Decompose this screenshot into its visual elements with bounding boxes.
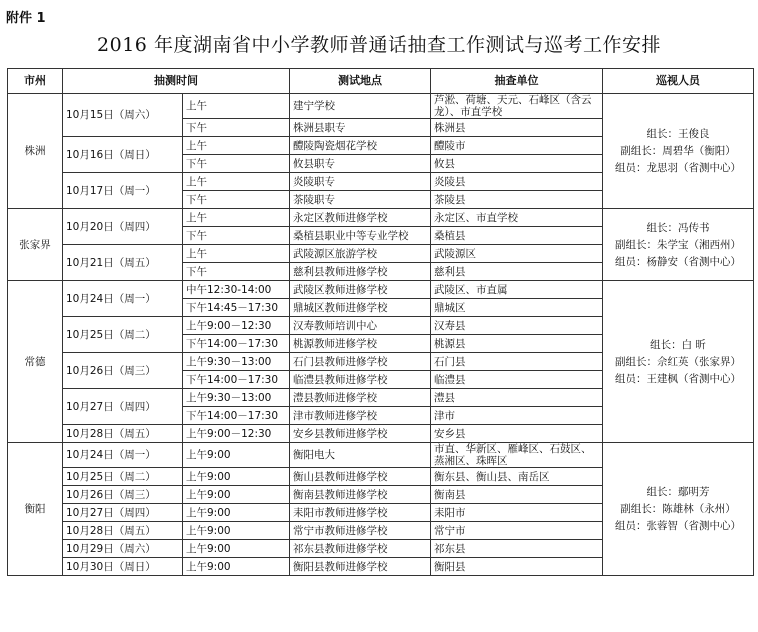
- header-inspectors: 巡视人员: [603, 69, 754, 94]
- unit-cell: 武陵区、市直属: [431, 281, 603, 299]
- location-cell: 桃源教师进修学校: [290, 335, 431, 353]
- table-row: [8, 443, 754, 468]
- time-cell: 上午9:00: [183, 540, 290, 558]
- inspectors-cell: [603, 443, 754, 576]
- time-cell: 上午9:00: [183, 522, 290, 540]
- time-cell: 下午14:00－17:30: [183, 371, 290, 389]
- location-cell: 津市教师进修学校: [290, 407, 431, 425]
- unit-cell: 永定区、市直学校: [431, 209, 603, 227]
- unit-cell: 祁东县: [431, 540, 603, 558]
- time-cell: 上午: [183, 245, 290, 263]
- date-cell: 10月28日（周五）: [63, 425, 183, 443]
- location-cell: 衡山县教师进修学校: [290, 468, 431, 486]
- header-city: 市州: [8, 69, 63, 94]
- inspector-entry: 组员：龙思羽（省测中心）: [615, 162, 741, 174]
- location-cell: 衡阳电大: [290, 443, 431, 468]
- unit-cell: 汉寿县: [431, 317, 603, 335]
- date-cell: 10月17日（周一）: [63, 173, 183, 209]
- inspector-entry: 副组长：陈雄林（永州）: [620, 503, 736, 515]
- unit-cell: 株洲县: [431, 119, 603, 137]
- location-cell: 炎陵职专: [290, 173, 431, 191]
- date-cell: 10月21日（周五）: [63, 245, 183, 281]
- time-cell: 上午9:00: [183, 443, 290, 468]
- date-cell: 10月24日（周一）: [63, 281, 183, 317]
- attachment-label: 附件 1: [6, 11, 46, 26]
- location-cell: 衡南县教师进修学校: [290, 486, 431, 504]
- inspector-entry: 副组长：佘红英（张家界）: [615, 355, 741, 368]
- location-cell: 鼎城区教师进修学校: [290, 299, 431, 317]
- inspector-entry: 组长：冯传书: [646, 221, 710, 234]
- time-cell: 上午9:30－13:00: [183, 389, 290, 407]
- unit-cell: 攸县: [431, 155, 603, 173]
- date-cell: 10月30日（周日）: [63, 558, 183, 576]
- city-cell: 张家界: [8, 209, 63, 281]
- unit-cell: 临澧县: [431, 371, 603, 389]
- location-cell: 澧县教师进修学校: [290, 389, 431, 407]
- date-cell: 10月26日（周三）: [63, 353, 183, 389]
- time-cell: 下午: [183, 119, 290, 137]
- city-cell: 株洲: [8, 94, 63, 209]
- unit-cell: 鼎城区: [431, 299, 603, 317]
- unit-cell: 武陵源区: [431, 245, 603, 263]
- location-cell: 永定区教师进修学校: [290, 209, 431, 227]
- city-cell: 常德: [8, 281, 63, 443]
- time-cell: 上午9:00－12:30: [183, 317, 290, 335]
- time-cell: 上午: [183, 173, 290, 191]
- location-cell: 建宁学校: [290, 94, 431, 119]
- inspector-entry: 组长：白 昕: [650, 338, 706, 351]
- unit-cell: 石门县: [431, 353, 603, 371]
- location-cell: 临澧县教师进修学校: [290, 371, 431, 389]
- date-cell: 10月16日（周日）: [63, 137, 183, 173]
- time-cell: 下午: [183, 191, 290, 209]
- date-cell: 10月28日（周五）: [63, 522, 183, 540]
- inspectors-cell: [603, 209, 754, 281]
- city-cell: 衡阳: [8, 443, 63, 576]
- time-cell: 上午: [183, 209, 290, 227]
- header-row: [8, 69, 754, 94]
- time-cell: 上午9:00: [183, 558, 290, 576]
- location-cell: 耒阳市教师进修学校: [290, 504, 431, 522]
- unit-cell: 茶陵县: [431, 191, 603, 209]
- unit-cell: 澧县: [431, 389, 603, 407]
- date-cell: 10月27日（周四）: [63, 389, 183, 425]
- location-cell: 汉寿教师培训中心: [290, 317, 431, 335]
- unit-cell: 醴陵市: [431, 137, 603, 155]
- time-cell: 下午: [183, 155, 290, 173]
- date-cell: 10月29日（周六）: [63, 540, 183, 558]
- schedule-body: [8, 94, 754, 576]
- time-cell: 上午9:00: [183, 504, 290, 522]
- time-cell: 上午9:00: [183, 468, 290, 486]
- time-cell: 上午9:00－12:30: [183, 425, 290, 443]
- unit-cell: 常宁市: [431, 522, 603, 540]
- schedule-table: [7, 68, 754, 576]
- date-cell: 10月15日（周六）: [63, 94, 183, 137]
- location-cell: 攸县职专: [290, 155, 431, 173]
- location-cell: 石门县教师进修学校: [290, 353, 431, 371]
- date-cell: 10月26日（周三）: [63, 486, 183, 504]
- location-cell: 慈利县教师进修学校: [290, 263, 431, 281]
- time-cell: 下午14:00－17:30: [183, 407, 290, 425]
- date-cell: 10月25日（周二）: [63, 468, 183, 486]
- unit-cell: 市直、华新区、雁峰区、石鼓区、蒸湘区、珠晖区: [431, 443, 603, 468]
- date-cell: 10月25日（周二）: [63, 317, 183, 353]
- location-cell: 衡阳县教师进修学校: [290, 558, 431, 576]
- unit-cell: 桑植县: [431, 227, 603, 245]
- location-cell: 安乡县教师进修学校: [290, 425, 431, 443]
- time-cell: 上午: [183, 94, 290, 119]
- inspector-entry: 副组长：朱学宝（湘西州）: [615, 238, 741, 251]
- location-cell: 常宁市教师进修学校: [290, 522, 431, 540]
- location-cell: 桑植县职业中等专业学校: [290, 227, 431, 245]
- table-row: [8, 94, 754, 119]
- inspector-entry: 组长：鄢明芳: [646, 486, 710, 498]
- inspectors-cell: [603, 281, 754, 443]
- unit-cell: 津市: [431, 407, 603, 425]
- time-cell: 上午: [183, 137, 290, 155]
- unit-cell: 炎陵县: [431, 173, 603, 191]
- header-location: 测试地点: [290, 69, 431, 94]
- unit-cell: 慈利县: [431, 263, 603, 281]
- inspector-entry: 组长：王俊良: [646, 128, 710, 140]
- location-cell: 株洲县职专: [290, 119, 431, 137]
- unit-cell: 芦淞、荷塘、天元、石峰区（含云龙）、市直学校: [431, 94, 603, 119]
- inspector-entry: 组员：王建枫（省测中心）: [615, 372, 741, 385]
- time-cell: 中午12:30-14:00: [183, 281, 290, 299]
- document-title: 2016 年度湖南省中小学教师普通话抽查工作测试与巡考工作安排: [97, 34, 661, 56]
- header-unit: 抽查单位: [431, 69, 603, 94]
- table-row: [8, 281, 754, 299]
- date-cell: 10月24日（周一）: [63, 443, 183, 468]
- time-cell: 上午9:30－13:00: [183, 353, 290, 371]
- location-cell: 茶陵职专: [290, 191, 431, 209]
- date-cell: 10月20日（周四）: [63, 209, 183, 245]
- unit-cell: 桃源县: [431, 335, 603, 353]
- table-row: [8, 209, 754, 227]
- location-cell: 醴陵陶瓷烟花学校: [290, 137, 431, 155]
- location-cell: 祁东县教师进修学校: [290, 540, 431, 558]
- time-cell: 上午9:00: [183, 486, 290, 504]
- location-cell: 武陵源区旅游学校: [290, 245, 431, 263]
- time-cell: 下午: [183, 227, 290, 245]
- inspector-entry: 副组长：周碧华（衡阳）: [620, 145, 736, 157]
- header-time: 抽测时间: [63, 69, 290, 94]
- time-cell: 下午14:00－17:30: [183, 335, 290, 353]
- unit-cell: 衡阳县: [431, 558, 603, 576]
- unit-cell: 衡东县、衡山县、南岳区: [431, 468, 603, 486]
- inspector-entry: 组员：张蓉智（省测中心）: [615, 520, 741, 532]
- unit-cell: 安乡县: [431, 425, 603, 443]
- time-cell: 下午: [183, 263, 290, 281]
- time-cell: 下午14:45－17:30: [183, 299, 290, 317]
- location-cell: 武陵区教师进修学校: [290, 281, 431, 299]
- inspector-entry: 组员：杨静安（省测中心）: [615, 255, 741, 268]
- date-cell: 10月27日（周四）: [63, 504, 183, 522]
- inspectors-cell: [603, 94, 754, 209]
- unit-cell: 耒阳市: [431, 504, 603, 522]
- unit-cell: 衡南县: [431, 486, 603, 504]
